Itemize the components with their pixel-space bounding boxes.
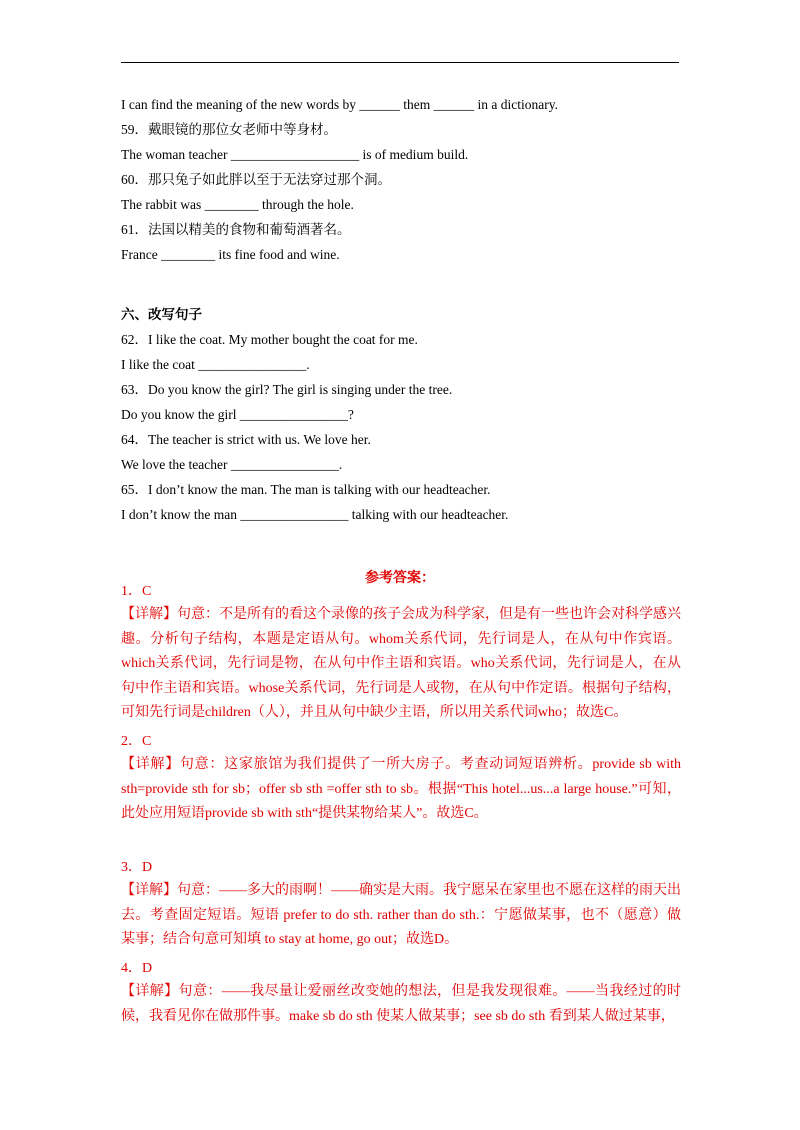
question-60-english: The rabbit was ________ through the hole.	[121, 197, 354, 212]
question-63-blank: Do you know the girl ________________?	[121, 407, 354, 422]
question-64-blank: We love the teacher ________________.	[121, 457, 343, 472]
question-62-blank: I like the coat ________________.	[121, 357, 310, 372]
question-63: 63．Do you know the girl? The girl is singing under the tree.	[121, 382, 453, 397]
answer-1-number: 1．C	[121, 584, 152, 599]
header-rule	[121, 62, 679, 63]
answer-3-number: 3．D	[121, 860, 153, 875]
answer-1-explanation: 【详解】句意：不是所有的看这个录像的孩子会成为科学家，但是有一些也许会对科学感兴趣。分析句子结构，本题是定语从句。whom关系代词，先行词是人，在从句中作宾语。 which关系代词，先行词是物，在从句中作主语和宾语。who关系代词，先行词是人，在从句中作主语和宾语。whose关系代词，先行词是人或物，在从句中作定语。根据句子结构，可知先行词是children（人），并且从句中缺少主语，所以用关系代词who；故选C。	[121, 607, 681, 720]
section-6-title: 六、改写句子	[121, 307, 202, 322]
answer-4-explanation: 【详解】句意：——我尽量让爱丽丝改变她的想法，但是我发现很难。——当我经过的时候，我看见你在做那件事。make sb do sth 使某人做某事；see sb do sth 看到某人做过某事，	[121, 984, 681, 1024]
question-61-english: France ________ its fine food and wine.	[121, 247, 340, 262]
answer-2-number: 2．C	[121, 734, 152, 749]
question-65-blank: I don’t know the man ________________ talking with our headteacher.	[121, 507, 509, 522]
answers-title: 参考答案：	[365, 571, 435, 586]
answer-2-explanation: 【详解】句意：这家旅馆为我们提供了一所大房子。考查动词短语辨析。provide sb with sth=provide sth for sb；offer sb sth =offer sth to sb。根据“This hotel...us...a large house.”可知，此处应用短语provide sb with sth“提供某物给某人”。故选C。	[121, 757, 681, 821]
question-65: 65．I don’t know the man. The man is talking with our headteacher.	[121, 482, 491, 497]
question-61-chinese: 61．法国以精美的食物和葡萄酒著名。	[121, 222, 351, 237]
answer-4-number: 4．D	[121, 961, 153, 976]
question-62: 62．I like the coat. My mother bought the coat for me.	[121, 332, 418, 347]
question-64: 64．The teacher is strict with us. We love her.	[121, 432, 371, 447]
question-59-chinese: 59．戴眼镜的那位女老师中等身材。	[121, 122, 337, 137]
question-60-chinese: 60．那只兔子如此胖以至于无法穿过那个洞。	[121, 172, 391, 187]
question-58-english: I can find the meaning of the new words by ______ them ______ in a dictionary.	[121, 97, 559, 112]
answer-3-explanation: 【详解】句意：——多大的雨啊！——确实是大雨。我宁愿呆在家里也不愿在这样的雨天出去。考查固定短语。短语 prefer to do sth. rather than do sth.：宁愿做某事，也不（愿意）做某事；结合句意可知填 to stay at home, go out；故选D。	[121, 883, 681, 947]
question-59-english: The woman teacher ___________________ is of medium build.	[121, 147, 469, 162]
